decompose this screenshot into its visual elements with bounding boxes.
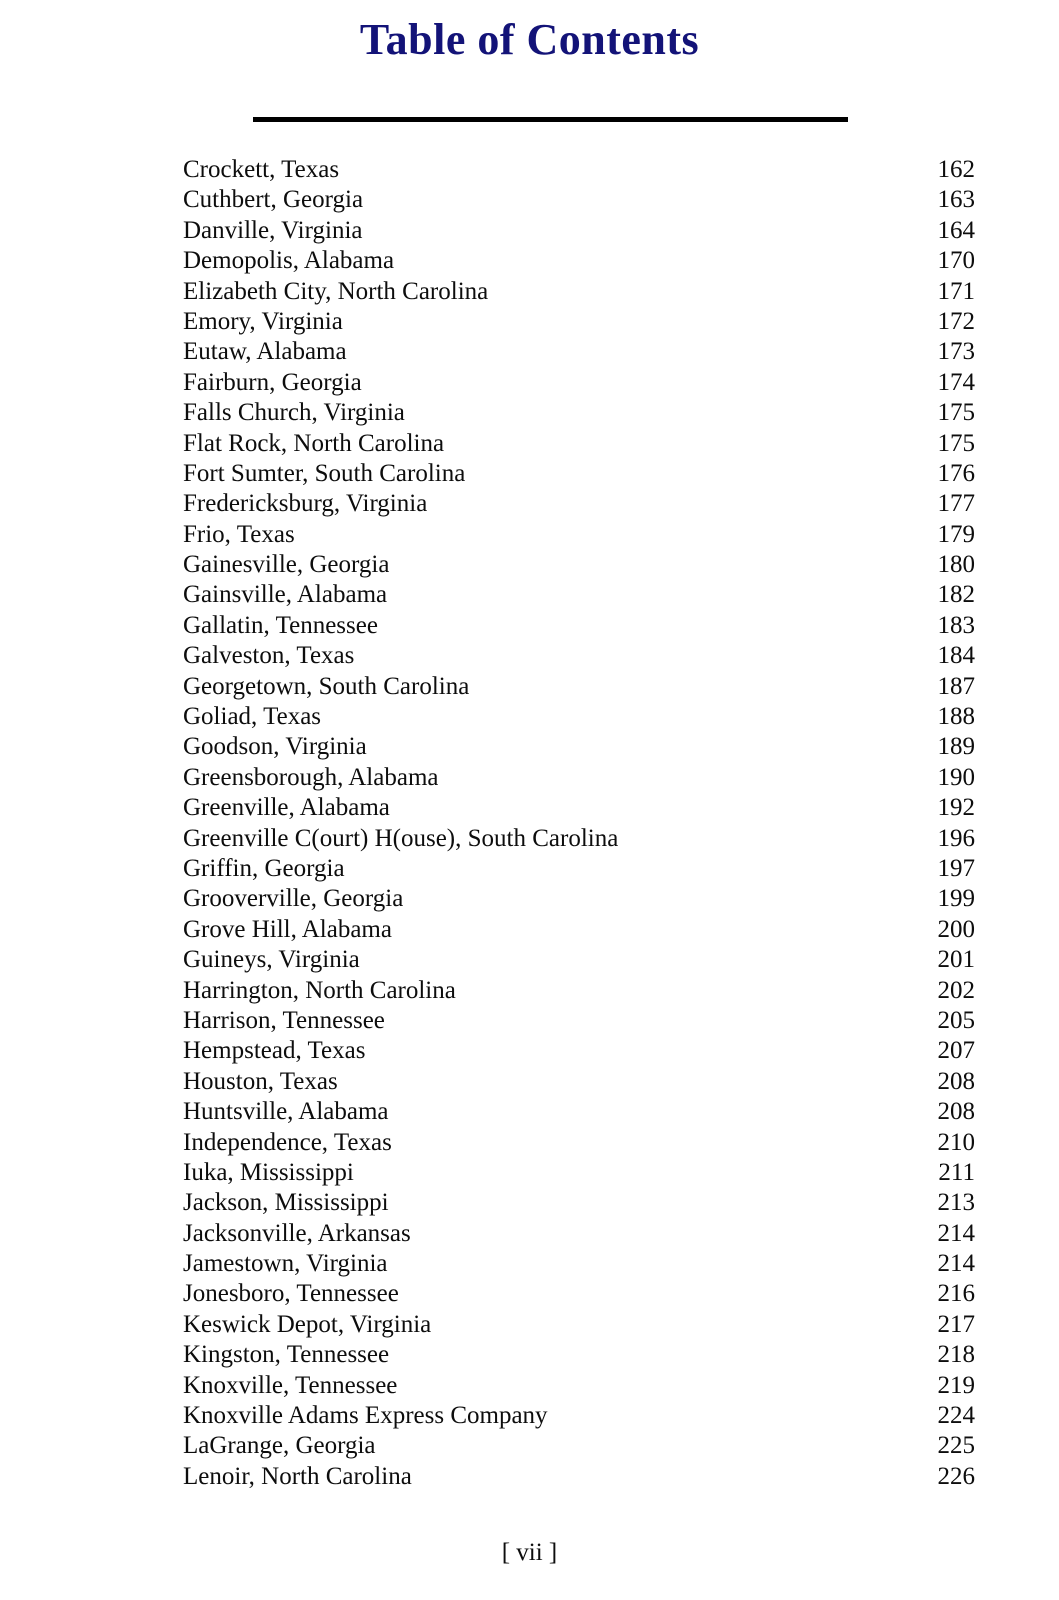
toc-entry[interactable] bbox=[183, 398, 975, 428]
toc-entry[interactable] bbox=[183, 945, 975, 975]
toc-entry-label: Iuka, Mississippi bbox=[183, 1158, 354, 1186]
toc-entry[interactable] bbox=[183, 915, 975, 945]
toc-entry-label: Elizabeth City, North Carolina bbox=[183, 277, 489, 305]
toc-entry-label: Frio, Texas bbox=[183, 520, 295, 548]
toc-entry-page-number: 200 bbox=[937, 915, 975, 943]
toc-entry[interactable] bbox=[183, 1249, 975, 1279]
toc-entry-page-number: 174 bbox=[937, 368, 975, 396]
toc-entry-label: Danville, Virginia bbox=[183, 216, 363, 244]
toc-entry-page-number: 173 bbox=[937, 338, 975, 366]
toc-entry-label: Greensborough, Alabama bbox=[183, 763, 439, 791]
toc-entry[interactable] bbox=[183, 611, 975, 641]
toc-entry[interactable] bbox=[183, 1067, 975, 1097]
toc-entry-label: Gallatin, Tennessee bbox=[183, 611, 378, 639]
toc-entry[interactable] bbox=[183, 884, 975, 914]
toc-entry[interactable] bbox=[183, 1188, 975, 1218]
toc-entry-label: Kingston, Tennessee bbox=[183, 1341, 390, 1369]
toc-entry[interactable] bbox=[183, 641, 975, 671]
toc-entry-label: Harrison, Tennessee bbox=[183, 1006, 385, 1034]
toc-entry-page-number: 214 bbox=[937, 1250, 975, 1278]
toc-entry-label: Fredericksburg, Virginia bbox=[183, 490, 428, 518]
toc-entry-label: Emory, Virginia bbox=[183, 307, 343, 335]
toc-entry-label: Hempstead, Texas bbox=[183, 1037, 366, 1065]
toc-entry-label: Goliad, Texas bbox=[183, 703, 322, 731]
toc-entry-page-number: 162 bbox=[937, 156, 975, 183]
toc-entry-page-number: 190 bbox=[937, 763, 975, 791]
toc-entry-page-number: 205 bbox=[937, 1006, 975, 1034]
toc-entry-page-number: 208 bbox=[937, 1067, 975, 1095]
toc-entry-label: Greenville C(ourt) H(ouse), South Carolina bbox=[183, 824, 619, 852]
toc-entry[interactable] bbox=[183, 459, 975, 489]
toc-entry[interactable] bbox=[183, 580, 975, 610]
toc-entry-label: Jonesboro, Tennessee bbox=[183, 1280, 399, 1308]
toc-entry[interactable] bbox=[183, 1401, 975, 1431]
toc-entry[interactable] bbox=[183, 1462, 975, 1492]
toc-entry-page-number: 170 bbox=[937, 247, 975, 275]
toc-entry-label: Gainesville, Georgia bbox=[183, 551, 390, 579]
toc-entry[interactable] bbox=[183, 763, 975, 793]
toc-entry-page-number: 224 bbox=[937, 1402, 975, 1430]
toc-entry-page-number: 172 bbox=[937, 307, 975, 335]
toc-entry[interactable] bbox=[183, 185, 975, 215]
toc-entry-page-number: 207 bbox=[937, 1037, 975, 1065]
toc-entry-label: Knoxville Adams Express Company bbox=[183, 1402, 548, 1430]
toc-entry-label: Jacksonville, Arkansas bbox=[183, 1219, 411, 1247]
toc-entry-label: Lenoir, North Carolina bbox=[183, 1462, 412, 1490]
toc-entry[interactable] bbox=[183, 1340, 975, 1370]
toc-entry-label: Goodson, Virginia bbox=[183, 733, 367, 761]
toc-entry[interactable] bbox=[183, 976, 975, 1006]
toc-entry-page-number: 177 bbox=[937, 490, 975, 518]
toc-entry[interactable] bbox=[183, 1036, 975, 1066]
toc-entry-page-number: 214 bbox=[937, 1219, 975, 1247]
toc-entry-label: Guineys, Virginia bbox=[183, 946, 360, 974]
toc-entry[interactable] bbox=[183, 672, 975, 702]
toc-entry[interactable] bbox=[183, 307, 975, 337]
toc-entry-label: Grooverville, Georgia bbox=[183, 885, 404, 913]
toc-entry-page-number: 213 bbox=[937, 1189, 975, 1217]
toc-entry-label: Flat Rock, North Carolina bbox=[183, 429, 445, 457]
toc-entry-label: Greenville, Alabama bbox=[183, 794, 390, 822]
toc-entry-page-number: 226 bbox=[937, 1462, 975, 1490]
toc-entry-page-number: 216 bbox=[937, 1280, 975, 1308]
toc-entry[interactable] bbox=[183, 277, 975, 307]
toc-entry-page-number: 202 bbox=[937, 976, 975, 1004]
toc-entry-label: Huntsville, Alabama bbox=[183, 1098, 389, 1126]
toc-entry-page-number: 219 bbox=[937, 1371, 975, 1399]
toc-entry-page-number: 211 bbox=[938, 1158, 975, 1186]
toc-entry[interactable] bbox=[183, 1097, 975, 1127]
toc-entry-page-number: 171 bbox=[937, 277, 975, 305]
toc-entry[interactable] bbox=[183, 1158, 975, 1188]
toc-entry-page-number: 187 bbox=[937, 672, 975, 700]
toc-entry-page-number: 196 bbox=[937, 824, 975, 852]
toc-entry-page-number: 175 bbox=[937, 399, 975, 427]
toc-entry-page-number: 176 bbox=[937, 459, 975, 487]
toc-entry[interactable] bbox=[183, 155, 975, 185]
toc-entry[interactable] bbox=[183, 1310, 975, 1340]
toc-entry-page-number: 180 bbox=[937, 551, 975, 579]
toc-entry-label: Georgetown, South Carolina bbox=[183, 672, 470, 700]
toc-entry-page-number: 182 bbox=[937, 581, 975, 609]
toc-entry-label: Fort Sumter, South Carolina bbox=[183, 459, 466, 487]
toc-entry-label: Houston, Texas bbox=[183, 1067, 338, 1095]
toc-entry-label: Grove Hill, Alabama bbox=[183, 915, 392, 943]
toc-entry-page-number: 164 bbox=[937, 216, 975, 244]
toc-entry-page-number: 218 bbox=[937, 1341, 975, 1369]
toc-entry[interactable] bbox=[183, 732, 975, 762]
toc-entry-label: Eutaw, Alabama bbox=[183, 338, 347, 366]
page-title: Table of Contents bbox=[359, 15, 700, 64]
toc-entry-page-number: 183 bbox=[937, 611, 975, 639]
toc-entry-page-number: 197 bbox=[937, 854, 975, 882]
toc-entry[interactable] bbox=[183, 1431, 975, 1461]
toc-entry[interactable] bbox=[183, 824, 975, 854]
toc-entry[interactable] bbox=[183, 246, 975, 276]
toc-entry-label: Cuthbert, Georgia bbox=[183, 186, 364, 214]
toc-entry[interactable] bbox=[183, 489, 975, 519]
toc-entry-page-number: 217 bbox=[937, 1310, 975, 1338]
toc-entry-page-number: 201 bbox=[937, 946, 975, 974]
toc-entry-label: Falls Church, Virginia bbox=[183, 399, 405, 427]
toc-entry[interactable] bbox=[183, 429, 975, 459]
toc-entry-label: Keswick Depot, Virginia bbox=[183, 1310, 432, 1338]
toc-entry-label: Independence, Texas bbox=[183, 1128, 392, 1156]
toc-entry-page-number: 192 bbox=[937, 794, 975, 822]
toc-entry[interactable] bbox=[183, 793, 975, 823]
page-number-footer: [ vii ] bbox=[501, 1539, 558, 1566]
toc-entry[interactable] bbox=[183, 368, 975, 398]
toc-entry[interactable] bbox=[183, 520, 975, 550]
toc-entry[interactable] bbox=[183, 550, 975, 580]
toc-entry[interactable] bbox=[183, 1279, 975, 1309]
toc-entry-label: Knoxville, Tennessee bbox=[183, 1371, 398, 1399]
toc-entry-label: Galveston, Texas bbox=[183, 642, 355, 670]
toc-entry-label: LaGrange, Georgia bbox=[183, 1432, 376, 1460]
toc-entry-label: Griffin, Georgia bbox=[183, 854, 345, 882]
toc-entry-list bbox=[183, 155, 975, 1492]
toc-entry[interactable] bbox=[183, 854, 975, 884]
toc-entry-page-number: 189 bbox=[937, 733, 975, 761]
toc-entry[interactable] bbox=[183, 1128, 975, 1158]
toc-entry[interactable] bbox=[183, 702, 975, 732]
toc-entry-page-number: 175 bbox=[937, 429, 975, 457]
toc-entry-page-number: 208 bbox=[937, 1098, 975, 1126]
toc-entry-page-number: 184 bbox=[937, 642, 975, 670]
toc-entry[interactable] bbox=[183, 1371, 975, 1401]
toc-entry[interactable] bbox=[183, 1219, 975, 1249]
toc-entry-label: Demopolis, Alabama bbox=[183, 247, 395, 275]
toc-entry-page-number: 179 bbox=[937, 520, 975, 548]
toc-entry-page-number: 163 bbox=[937, 186, 975, 214]
toc-entry[interactable] bbox=[183, 337, 975, 367]
toc-entry-label: Fairburn, Georgia bbox=[183, 368, 362, 396]
toc-entry[interactable] bbox=[183, 216, 975, 246]
toc-entry-label: Crockett, Texas bbox=[183, 156, 340, 183]
toc-entry[interactable] bbox=[183, 1006, 975, 1036]
toc-entry-page-number: 210 bbox=[937, 1128, 975, 1156]
toc-entry-label: Gainsville, Alabama bbox=[183, 581, 388, 609]
toc-entry-page-number: 225 bbox=[937, 1432, 975, 1460]
toc-entry-label: Jackson, Mississippi bbox=[183, 1189, 389, 1217]
toc-entry-page-number: 188 bbox=[937, 703, 975, 731]
toc-entry-label: Harrington, North Carolina bbox=[183, 976, 456, 1004]
toc-entry-label: Jamestown, Virginia bbox=[183, 1250, 388, 1278]
toc-entry-page-number: 199 bbox=[937, 885, 975, 913]
title-divider bbox=[253, 117, 848, 122]
